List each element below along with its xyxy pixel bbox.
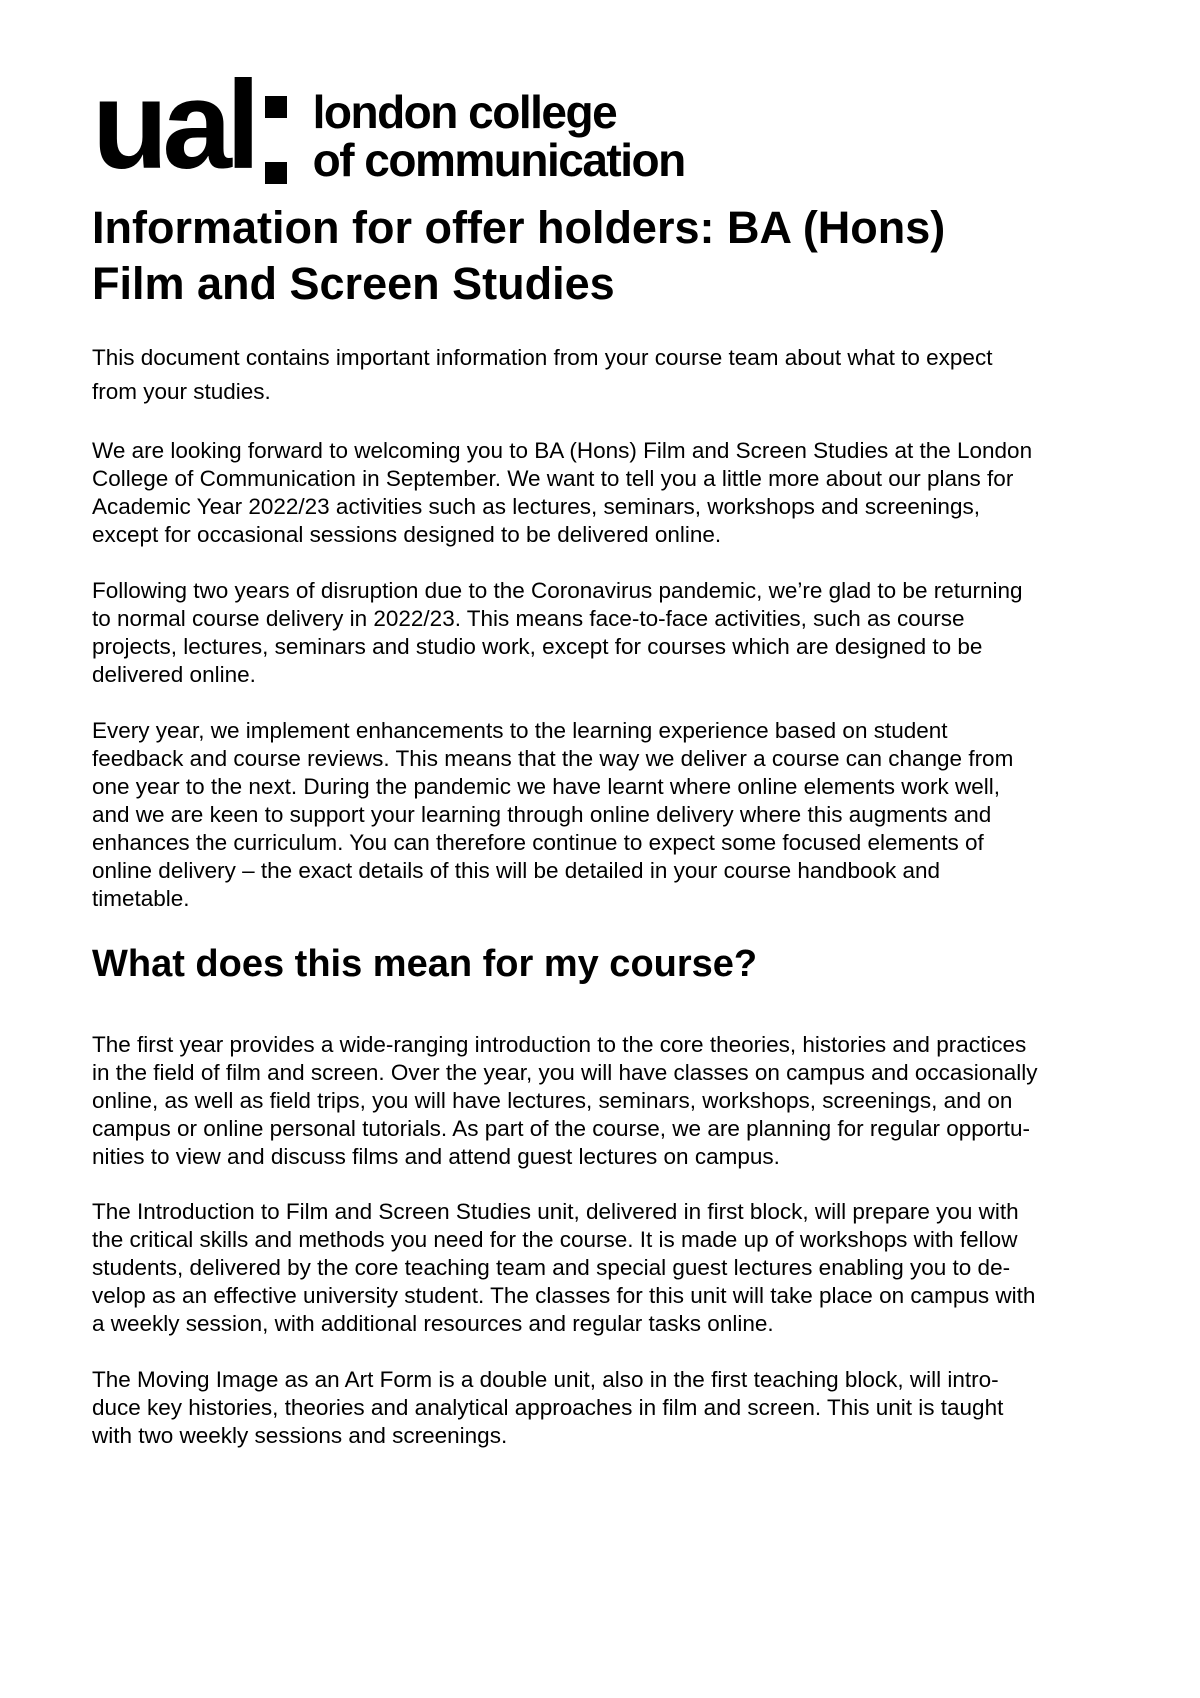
section-heading: What does this mean for my course? xyxy=(92,943,758,985)
text-line: nities to view and discuss films and attend guest lectures on campus. xyxy=(92,1144,780,1169)
text-line: timetable. xyxy=(92,886,190,911)
logo-line-2: of communication xyxy=(312,134,685,186)
text-line: to normal course delivery in 2022/23. This means face-to-face activities, such as course xyxy=(92,606,965,631)
text-line: feedback and course reviews. This means that the way we deliver a course can change from xyxy=(92,746,1014,771)
text-line: from your studies. xyxy=(92,379,271,404)
ual-logo xyxy=(92,56,685,195)
text-line: College of Communication in September. We want to tell you a little more about our plans for xyxy=(92,466,1014,491)
paragraph-first-year xyxy=(92,1031,1122,1171)
text-line: enhances the curriculum. You can therefore continue to expect some focused elements of xyxy=(92,830,984,855)
text-line: students, delivered by the core teaching team and special guest lectures enabling you to de- xyxy=(92,1255,1011,1280)
intro-paragraph xyxy=(92,341,1122,409)
paragraph-moving-image-unit xyxy=(92,1366,1122,1450)
text-line: The Moving Image as an Art Form is a double unit, also in the first teaching block, will intro- xyxy=(92,1367,999,1392)
text-line: with two weekly sessions and screenings. xyxy=(92,1423,508,1448)
page-title xyxy=(92,200,1122,312)
text-line: velop as an effective university student. The classes for this unit will take place on campus with xyxy=(92,1283,1036,1308)
logo-line-1: london college xyxy=(312,86,617,138)
paragraph-intro-unit xyxy=(92,1198,1122,1338)
text-line: a weekly session, with additional resources and regular tasks online. xyxy=(92,1311,774,1336)
logo-wordmark xyxy=(313,88,685,184)
title-line-1: Information for offer holders: BA (Hons) xyxy=(92,202,946,253)
logo-colon xyxy=(265,96,287,184)
paragraph-enhancements xyxy=(92,717,1122,913)
text-line: We are looking forward to welcoming you to BA (Hons) Film and Screen Studies at the London xyxy=(92,438,1033,463)
text-line: The Introduction to Film and Screen Studies unit, delivered in first block, will prepare you with xyxy=(92,1199,1019,1224)
text-line: online, as well as field trips, you will have lectures, seminars, workshops, screenings, and on xyxy=(92,1088,1013,1113)
text-line: Every year, we implement enhancements to the learning experience based on student xyxy=(92,718,948,743)
logo-dot-bottom xyxy=(265,162,287,184)
text-line: projects, lectures, seminars and studio work, except for courses which are designed to be xyxy=(92,634,983,659)
paragraph-return-to-normal xyxy=(92,577,1122,689)
text-line: The first year provides a wide-ranging introduction to the core theories, histories and practices xyxy=(92,1032,1027,1057)
text-line: in the field of film and screen. Over the year, you will have classes on campus and occasionally xyxy=(92,1060,1038,1085)
title-line-2: Film and Screen Studies xyxy=(92,258,615,309)
text-line: Academic Year 2022/23 activities such as lectures, seminars, workshops and screenings, xyxy=(92,494,980,519)
paragraph-welcome xyxy=(92,437,1122,549)
text-line: one year to the next. During the pandemic we have learnt where online elements work well, xyxy=(92,774,1000,799)
text-line: except for occasional sessions designed to be delivered online. xyxy=(92,522,722,547)
text-line: campus or online personal tutorials. As part of the course, we are planning for regular opportu- xyxy=(92,1116,1031,1141)
text-line: duce key histories, theories and analytical approaches in film and screen. This unit is taught xyxy=(92,1395,1004,1420)
text-line: delivered online. xyxy=(92,662,256,687)
text-line: This document contains important information from your course team about what to expect xyxy=(92,345,993,370)
text-line: and we are keen to support your learning through online delivery where this augments and xyxy=(92,802,992,827)
logo-dot-top xyxy=(265,96,287,118)
text-line: the critical skills and methods you need for the course. It is made up of workshops with fellow xyxy=(92,1227,1018,1252)
text-line: Following two years of disruption due to the Coronavirus pandemic, we’re glad to be returning xyxy=(92,578,1023,603)
text-line: online delivery – the exact details of this will be detailed in your course handbook and xyxy=(92,858,941,883)
logo-mark: ual xyxy=(92,56,255,195)
